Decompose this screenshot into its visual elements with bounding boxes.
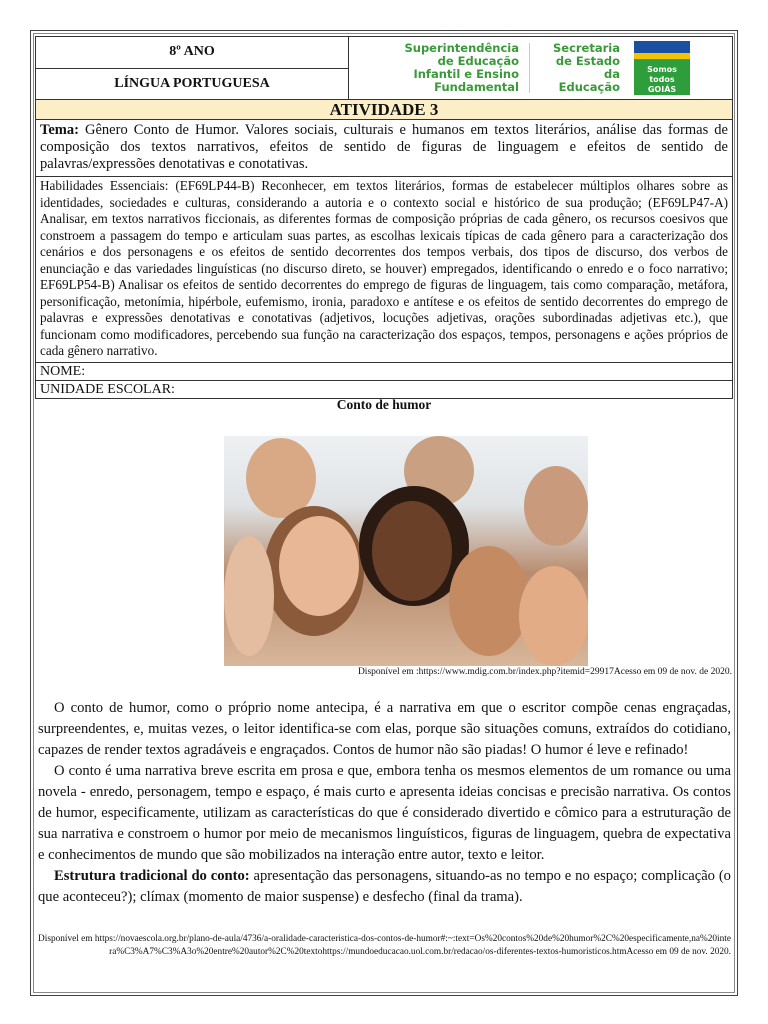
source-link[interactable]: https://novaescola.org.br/plano-de-aula/4736/a-oralidade-caracteristica-dos-contos-de-humor#:~:text=Os%20contos%20de%20humor%2C%20especificamente,na%20intera%C3%A7%C3%A3o%20entre%20autor%2C%20textohttps://mundoeducacao.uol.com.br/redacao/os-diferentes-textos-humoristicos.htmAcesso em 09 de nov. 2020. — [94, 934, 731, 957]
estrutura-paragraph — [38, 866, 731, 908]
tema — [36, 119, 732, 176]
source-citation — [38, 933, 731, 958]
paragraph: O conto de humor, como o próprio nome antecipa, é a narrativa em que o escritor compõe cenas engraçadas, surpreendentes, e, muitas vezes, o leitor identifica-se com elas, porque são situações comuns, extraídos do cotidiano, capazes de render textos agradáveis e engraçados. Contos de humor não são piadas! O humor é leve e refinado! — [38, 700, 731, 758]
subject: LÍNGUA PORTUGUESA — [36, 68, 348, 100]
habilidades: Habilidades Essenciais: (EF69LP44-B) Reconhecer, em textos literários, formas de estabelecer múltiplos olhares sobre as identidades, sociedades e culturas, considerando a autoria e o contexto social e histórico de sua produção; (EF69LP47-A) Analisar, em textos narrativos ficcionais, as diferentes formas de composição próprias de cada gênero, os recursos coesivos que constroem a passagem do tempo e articulam suas partes, as escolhas lexicais típicas de cada gênero para a caracterização dos cenários e dos personagens e os efeitos de sentido decorrentes dos tempos verbais, dos tipos de discurso, dos verbos de enunciação e das variedades linguísticas (no discurso direto, se houver) empregados, identificando o enredo e o foco narrativo; EF69LP54-B) Analisar os efeitos de sentido decorrentes do emprego de figuras de linguagem, tais como comparação, metáfora, personificação, metonímia, hipérbole, eufemismo, ironia, paradoxo e antítese e os efeitos de sentido decorrentes do emprego de palavras e expressões denotativas e conotativas (adjetivos, locuções adjetivas, orações subordinadas adjetivas etc.), que funcionam como modificadores, percebendo sua função na caracterização dos espaços, tempos, personagens e ações próprios de cada gênero narrativo. — [36, 176, 732, 362]
grade: 8º ANO — [169, 44, 215, 60]
photo-caption: Disponível em :https://www.mdig.com.br/index.php?itemid=29917Acesso em 09 de nov. de 2020. — [357, 667, 732, 677]
unidade-escolar-field[interactable]: UNIDADE ESCOLAR: — [36, 380, 732, 398]
body-text — [38, 698, 731, 908]
nome-field[interactable]: NOME: — [36, 362, 732, 380]
activity-title: ATIVIDADE 3 — [36, 99, 732, 119]
logo-superintendencia: Superintendência de Educação Infantil e Ensino Fundamental — [404, 41, 519, 94]
logos — [349, 37, 732, 99]
tema-text: Gênero Conto de Humor. Valores sociais, culturais e humanos em textos literários, análise das formas de composição dos textos narrativos, efeitos de sentido de figuras de linguagem e efeitos de sentido de palavras/expressões denotativas e conotativas. — [40, 122, 728, 172]
source-prefix: Disponível em — [38, 934, 95, 944]
estrutura-label: Estrutura tradicional do conto: — [54, 868, 250, 884]
logo-secretaria: Secretaria de Estado da Educação — [552, 41, 620, 94]
paragraph: O conto é uma narrativa breve escrita em prosa e que, embora tenha os mesmos elementos de um romance ou uma novela - enredo, personagem, tempo e espaço, é mais curto e apresenta ideias concisas e precisão narrativa. Os contos de humor, especificamente, utilizam as características do que é considerado divertido e cômico para a estruturação de sua narrativa e constroem o humor por meio de mecanismos linguísticos, figuras de linguagem, quebra de expectativa e conhecimentos de mundo que são mobilizados na interação entre autor, texto e leitor. — [38, 763, 731, 863]
laughing-people-photo — [224, 436, 588, 666]
goias-logo: Somos todos GOIÁS — [634, 41, 690, 95]
section-title: Conto de humor — [336, 397, 432, 412]
tema-label: Tema: — [40, 122, 79, 138]
estrutura-text: apresentação das personagens, situando-as no tempo e no espaço; complicação (o que aconteceu?); clímax (momento de maior suspense) e desfecho (final da trama). — [38, 868, 731, 905]
header-table — [35, 36, 733, 399]
